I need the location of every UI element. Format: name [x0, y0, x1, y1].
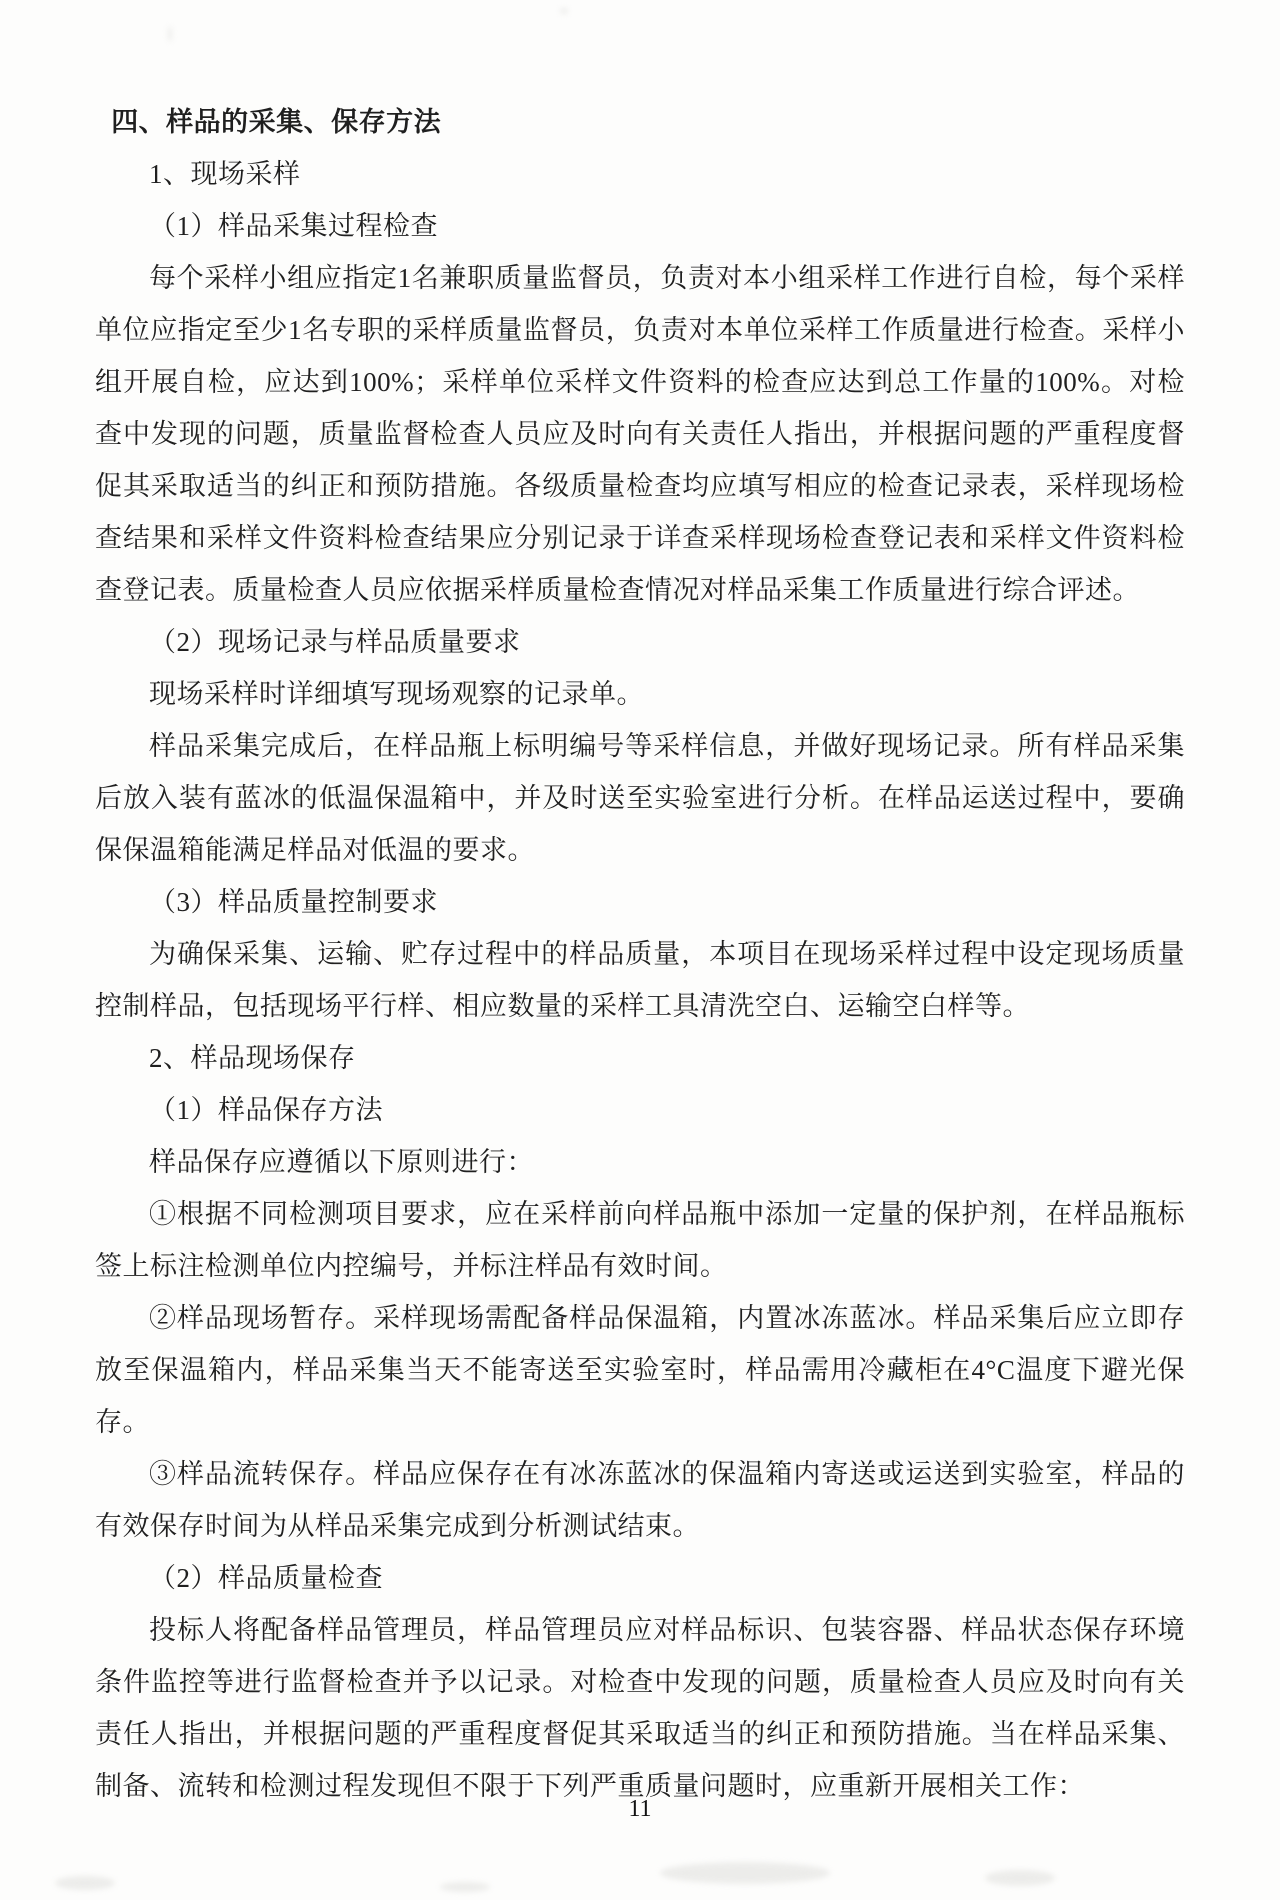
paragraph: ③样品流转保存。样品应保存在有冰冻蓝冰的保温箱内寄送或运送到实验室，样品的有效保存时间为从样品采集完成到分析测试结束。 [95, 1459, 1185, 1541]
document-body [95, 96, 1185, 1812]
section-heading: 四、样品的采集、保存方法 [111, 107, 442, 137]
paragraph: 样品采集完成后，在样品瓶上标明编号等采样信息，并做好现场记录。所有样品采集后放入装有蓝冰的低温保温箱中，并及时送至实验室进行分析。在样品运送过程中，要确保保温箱能满足样品对低温的要求。 [95, 731, 1185, 865]
scan-artifact [660, 1862, 830, 1884]
section-heading: （1）样品保存方法 [149, 1095, 383, 1125]
scan-artifact [55, 1876, 115, 1890]
paragraph: 现场采样时详细填写现场观察的记录单。 [149, 679, 644, 709]
paragraph: ②样品现场暂存。采样现场需配备样品保温箱，内置冰冻蓝冰。样品采集后应立即存放至保温箱内，样品采集当天不能寄送至实验室时，样品需用冷藏柜在4°C温度下避光保存。 [95, 1303, 1185, 1437]
paragraph: 投标人将配备样品管理员，样品管理员应对样品标识、包装容器、样品状态保存环境条件监控等进行监督检查并予以记录。对检查中发现的问题，质量检查人员应及时向有关责任人指出，并根据问题的严重程度督促其采取适当的纠正和预防措施。当在样品采集、制备、流转和检测过程发现但不限于下列严重质量问题时，应重新开展相关工作： [95, 1615, 1185, 1801]
section-heading: （3）样品质量控制要求 [149, 887, 438, 917]
section-heading: （2）现场记录与样品质量要求 [149, 627, 521, 657]
paragraph: 为确保采集、运输、贮存过程中的样品质量，本项目在现场采样过程中设定现场质量控制样品，包括现场平行样、相应数量的采样工具清洗空白、运输空白样等。 [95, 939, 1185, 1021]
scan-artifact [560, 8, 568, 14]
paragraph: 样品保存应遵循以下原则进行： [149, 1147, 534, 1177]
paragraph: 每个采样小组应指定1名兼职质量监督员，负责对本小组采样工作进行自检，每个采样单位应指定至少1名专职的采样质量监督员，负责对本单位采样工作质量进行检查。采样小组开展自检，应达到100%；采样单位采样文件资料的检查应达到总工作量的100%。对检查中发现的问题，质量监督检查人员应及时向有关责任人指出，并根据问题的严重程度督促其采取适当的纠正和预防措施。各级质量检查均应填写相应的检查记录表，采样现场检查结果和采样文件资料检查结果应分别记录于详查采样现场检查登记表和采样文件资料检查登记表。质量检查人员应依据采样质量检查情况对样品采集工作质量进行综合评述。 [95, 263, 1185, 605]
scan-artifact [168, 26, 172, 42]
scan-artifact [440, 1882, 490, 1892]
section-heading: 2、样品现场保存 [149, 1043, 356, 1073]
section-heading: （1）样品采集过程检查 [149, 211, 438, 241]
paragraph: ①根据不同检测项目要求，应在采样前向样品瓶中添加一定量的保护剂，在样品瓶标签上标注检测单位内控编号，并标注样品有效时间。 [95, 1199, 1185, 1281]
scan-artifact [985, 1870, 1055, 1886]
section-heading: 1、现场采样 [149, 159, 301, 189]
section-heading: （2）样品质量检查 [149, 1563, 383, 1593]
page-number: 11 [628, 1796, 652, 1822]
